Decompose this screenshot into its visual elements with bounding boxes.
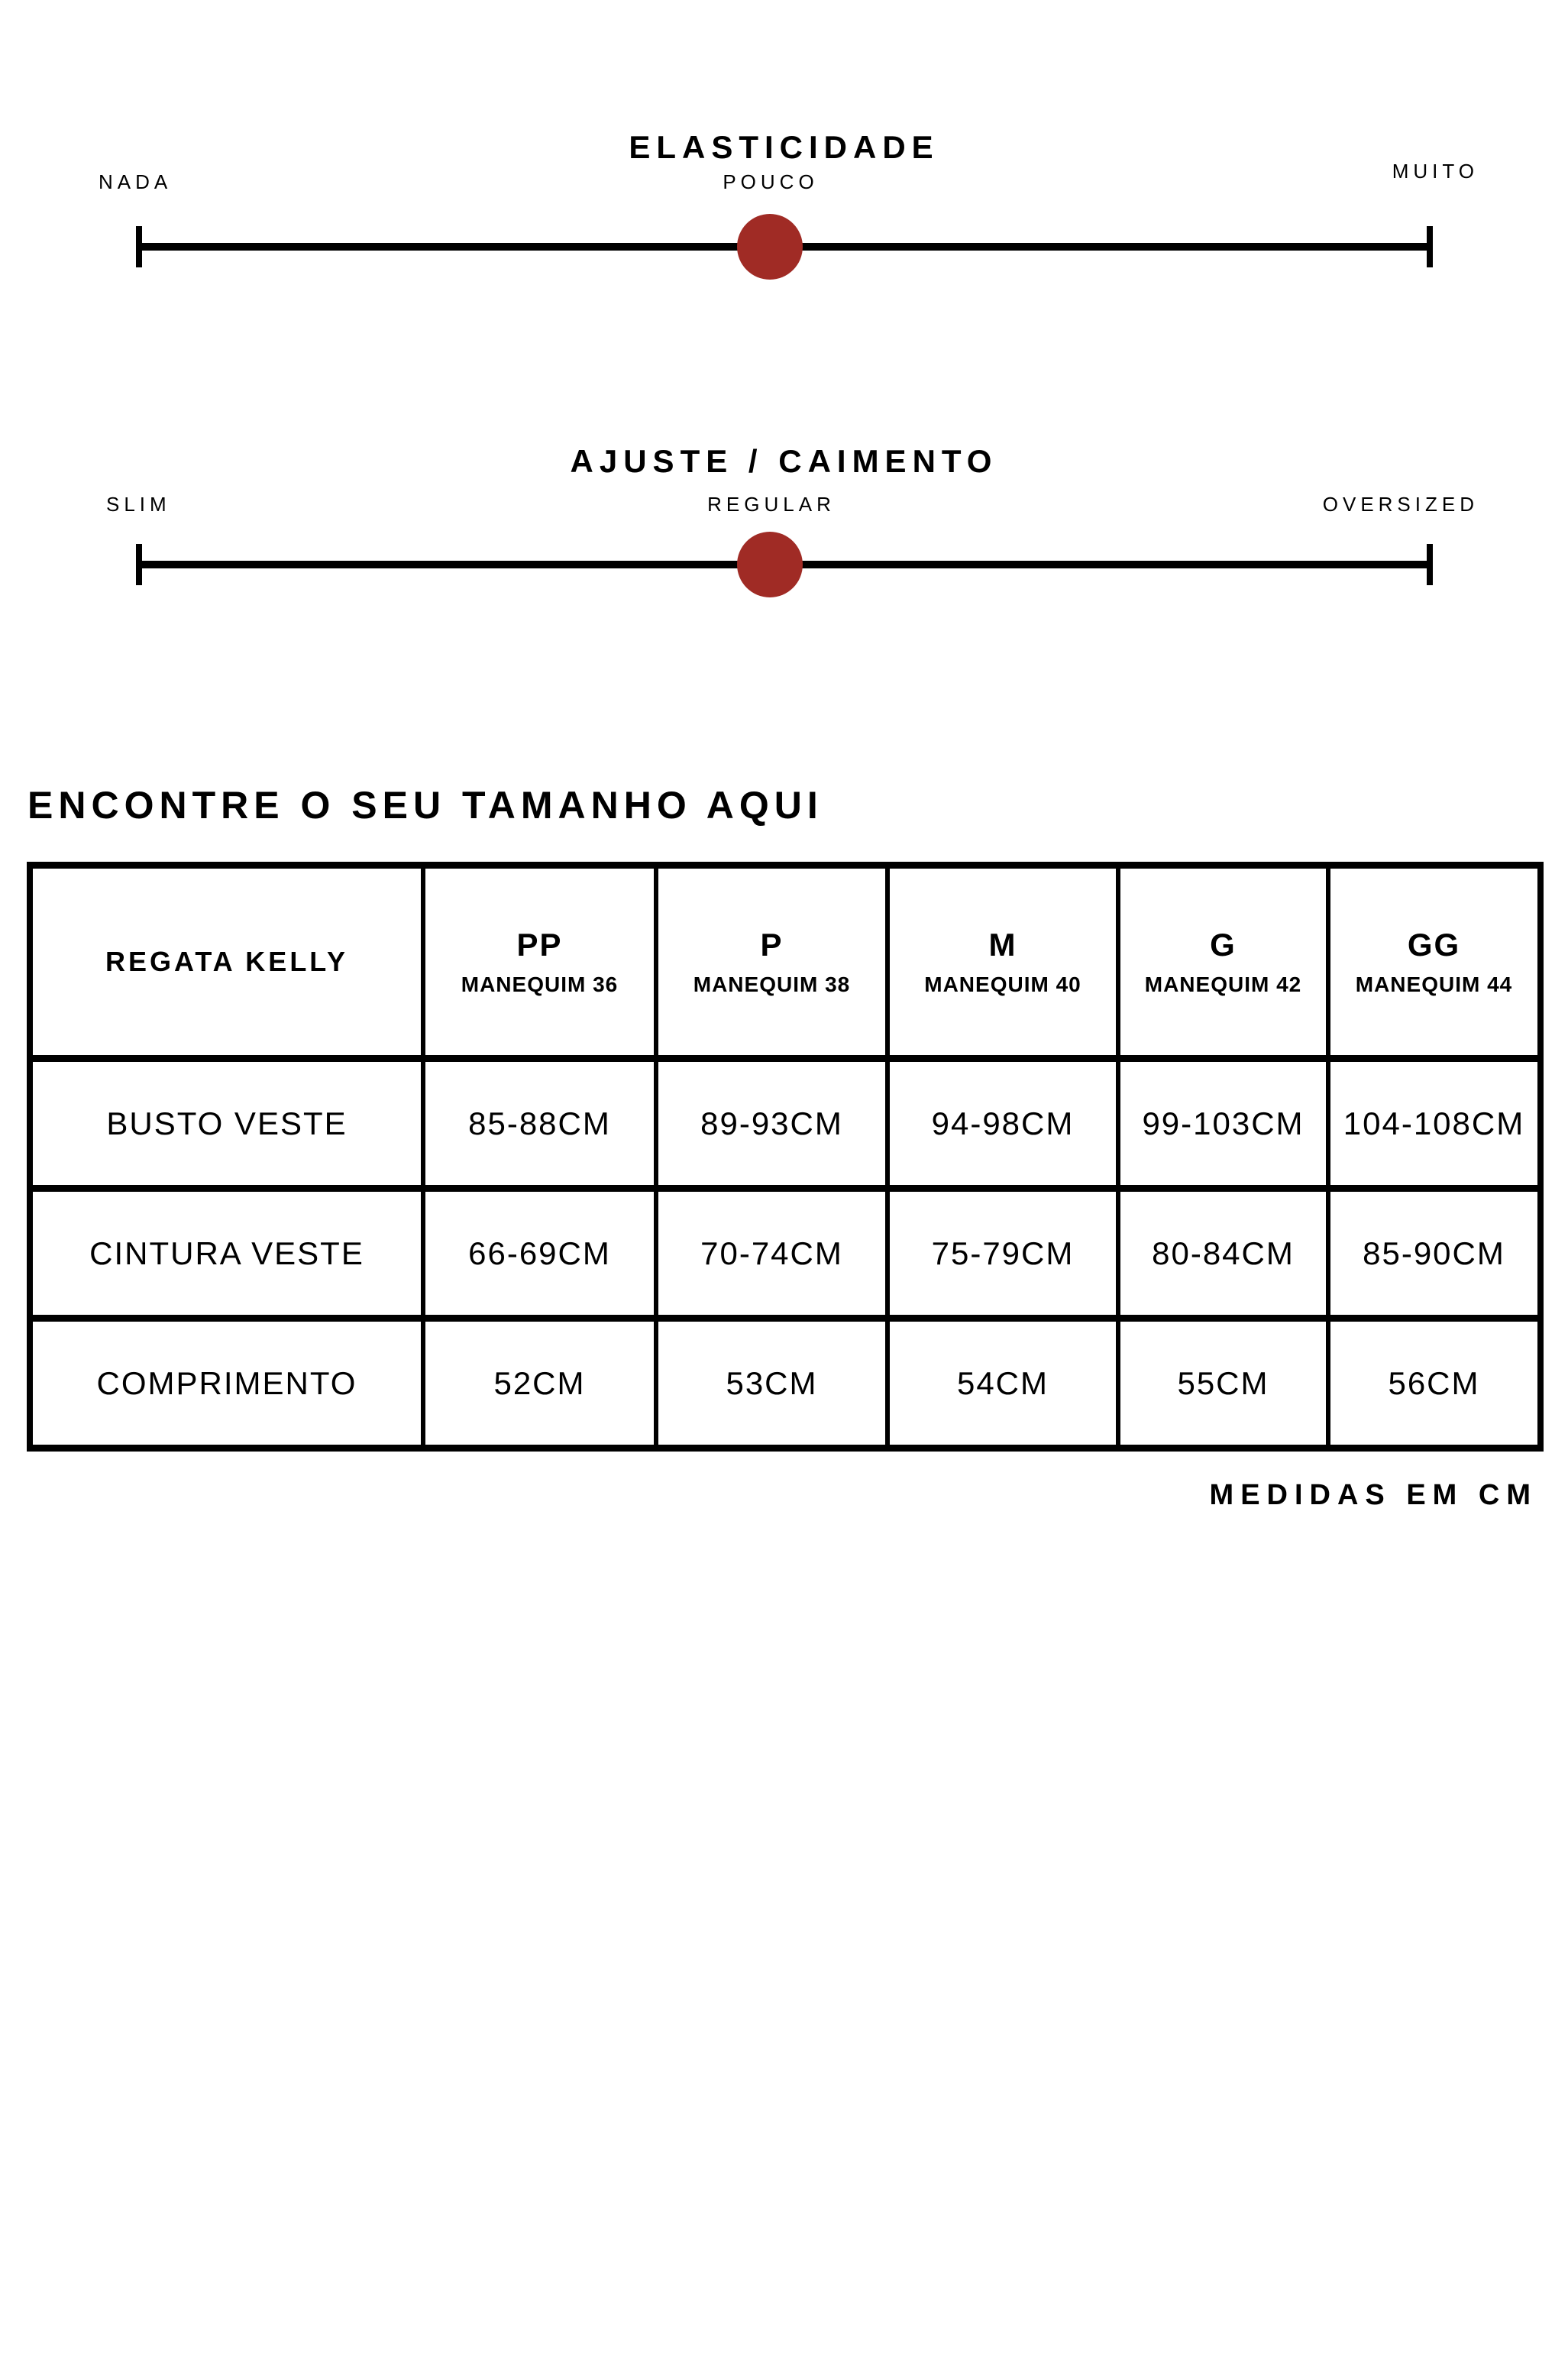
measurement-cell: [423, 1059, 656, 1189]
measurement-cell: [887, 1189, 1118, 1319]
fit-max-label: OVERSIZED: [1322, 493, 1479, 516]
measurement-value: 80-84CM: [1152, 1235, 1295, 1271]
fit-mid-label: REGULAR: [707, 493, 836, 516]
measurement-cell: [1328, 1319, 1541, 1448]
mannequin-label: MANEQUIM 38: [693, 973, 851, 996]
measurement-cell: [423, 1189, 656, 1319]
fit-title: AJUSTE / CAIMENTO: [570, 442, 998, 479]
size-label: M: [988, 927, 1017, 963]
table-row-waist: [30, 1189, 1541, 1319]
measurement-value: 66-69CM: [468, 1235, 611, 1271]
size-column-header-p: [656, 866, 887, 1059]
product-name-cell: [30, 866, 423, 1059]
measurement-value: 52CM: [493, 1364, 586, 1401]
measurement-value: 75-79CM: [931, 1235, 1075, 1271]
product-name: REGATA KELLY: [105, 946, 349, 977]
measurement-cell: [887, 1319, 1118, 1448]
measurement-value: 85-90CM: [1363, 1235, 1505, 1271]
measurement-cell: [656, 1189, 887, 1319]
size-label: P: [760, 927, 784, 963]
elasticity-max-label: MUITO: [1392, 160, 1479, 183]
measurement-cell: [887, 1059, 1118, 1189]
measurement-value: 56CM: [1388, 1364, 1480, 1401]
track-end-cap-right: [1427, 226, 1433, 267]
table-row-length: [30, 1319, 1541, 1448]
size-column-header-m: [887, 866, 1118, 1059]
size-column-header-g: [1118, 866, 1328, 1059]
size-table: [27, 862, 1544, 1452]
elasticity-marker-dot: [737, 214, 803, 280]
measurement-cell: [423, 1319, 656, 1448]
elasticity-min-label: NADA: [99, 170, 173, 193]
measurement-cell: [1118, 1059, 1328, 1189]
measurement-value: 54CM: [956, 1364, 1049, 1401]
track-end-cap-right: [1427, 544, 1433, 585]
mannequin-label: MANEQUIM 42: [1144, 973, 1302, 996]
size-label: G: [1210, 927, 1237, 963]
measurement-value: 94-98CM: [931, 1105, 1075, 1141]
mannequin-label: MANEQUIM 36: [461, 973, 619, 996]
mannequin-label: MANEQUIM 40: [924, 973, 1081, 996]
table-header-row: [30, 866, 1541, 1059]
measurements-unit-note: MEDIDAS EM CM: [1209, 1479, 1537, 1511]
mannequin-label: MANEQUIM 44: [1355, 973, 1513, 996]
measurement-cell: [1328, 1059, 1541, 1189]
fit-scale-track: [136, 544, 1433, 585]
measurement-value: 104-108CM: [1343, 1105, 1525, 1141]
size-column-header-gg: [1328, 866, 1541, 1059]
measurement-cell: [656, 1319, 887, 1448]
measurement-cell: [656, 1059, 887, 1189]
size-column-header-pp: [423, 866, 656, 1059]
row-label: COMPRIMENTO: [96, 1364, 357, 1401]
elasticity-mid-label: POUCO: [723, 170, 819, 193]
measurement-cell: [1118, 1319, 1328, 1448]
elasticity-scale-track: [136, 226, 1433, 267]
size-label: GG: [1407, 927, 1461, 963]
measurement-cell: [1328, 1189, 1541, 1319]
elasticity-title: ELASTICIDADE: [629, 128, 939, 165]
row-label: CINTURA VESTE: [89, 1235, 364, 1271]
measurement-cell: [1118, 1189, 1328, 1319]
row-label-cell: [30, 1059, 423, 1189]
size-guide-heading: ENCONTRE O SEU TAMANHO AQUI: [27, 783, 823, 827]
measurement-value: 99-103CM: [1142, 1105, 1305, 1141]
row-label: BUSTO VESTE: [106, 1105, 348, 1141]
measurement-value: 55CM: [1177, 1364, 1269, 1401]
row-label-cell: [30, 1319, 423, 1448]
size-label: PP: [516, 927, 563, 963]
fit-min-label: SLIM: [106, 493, 171, 516]
fit-marker-dot: [737, 532, 803, 597]
measurement-value: 89-93CM: [700, 1105, 843, 1141]
table-row-bust: [30, 1059, 1541, 1189]
measurement-value: 85-88CM: [468, 1105, 611, 1141]
measurement-value: 70-74CM: [700, 1235, 843, 1271]
measurement-value: 53CM: [726, 1364, 818, 1401]
row-label-cell: [30, 1189, 423, 1319]
